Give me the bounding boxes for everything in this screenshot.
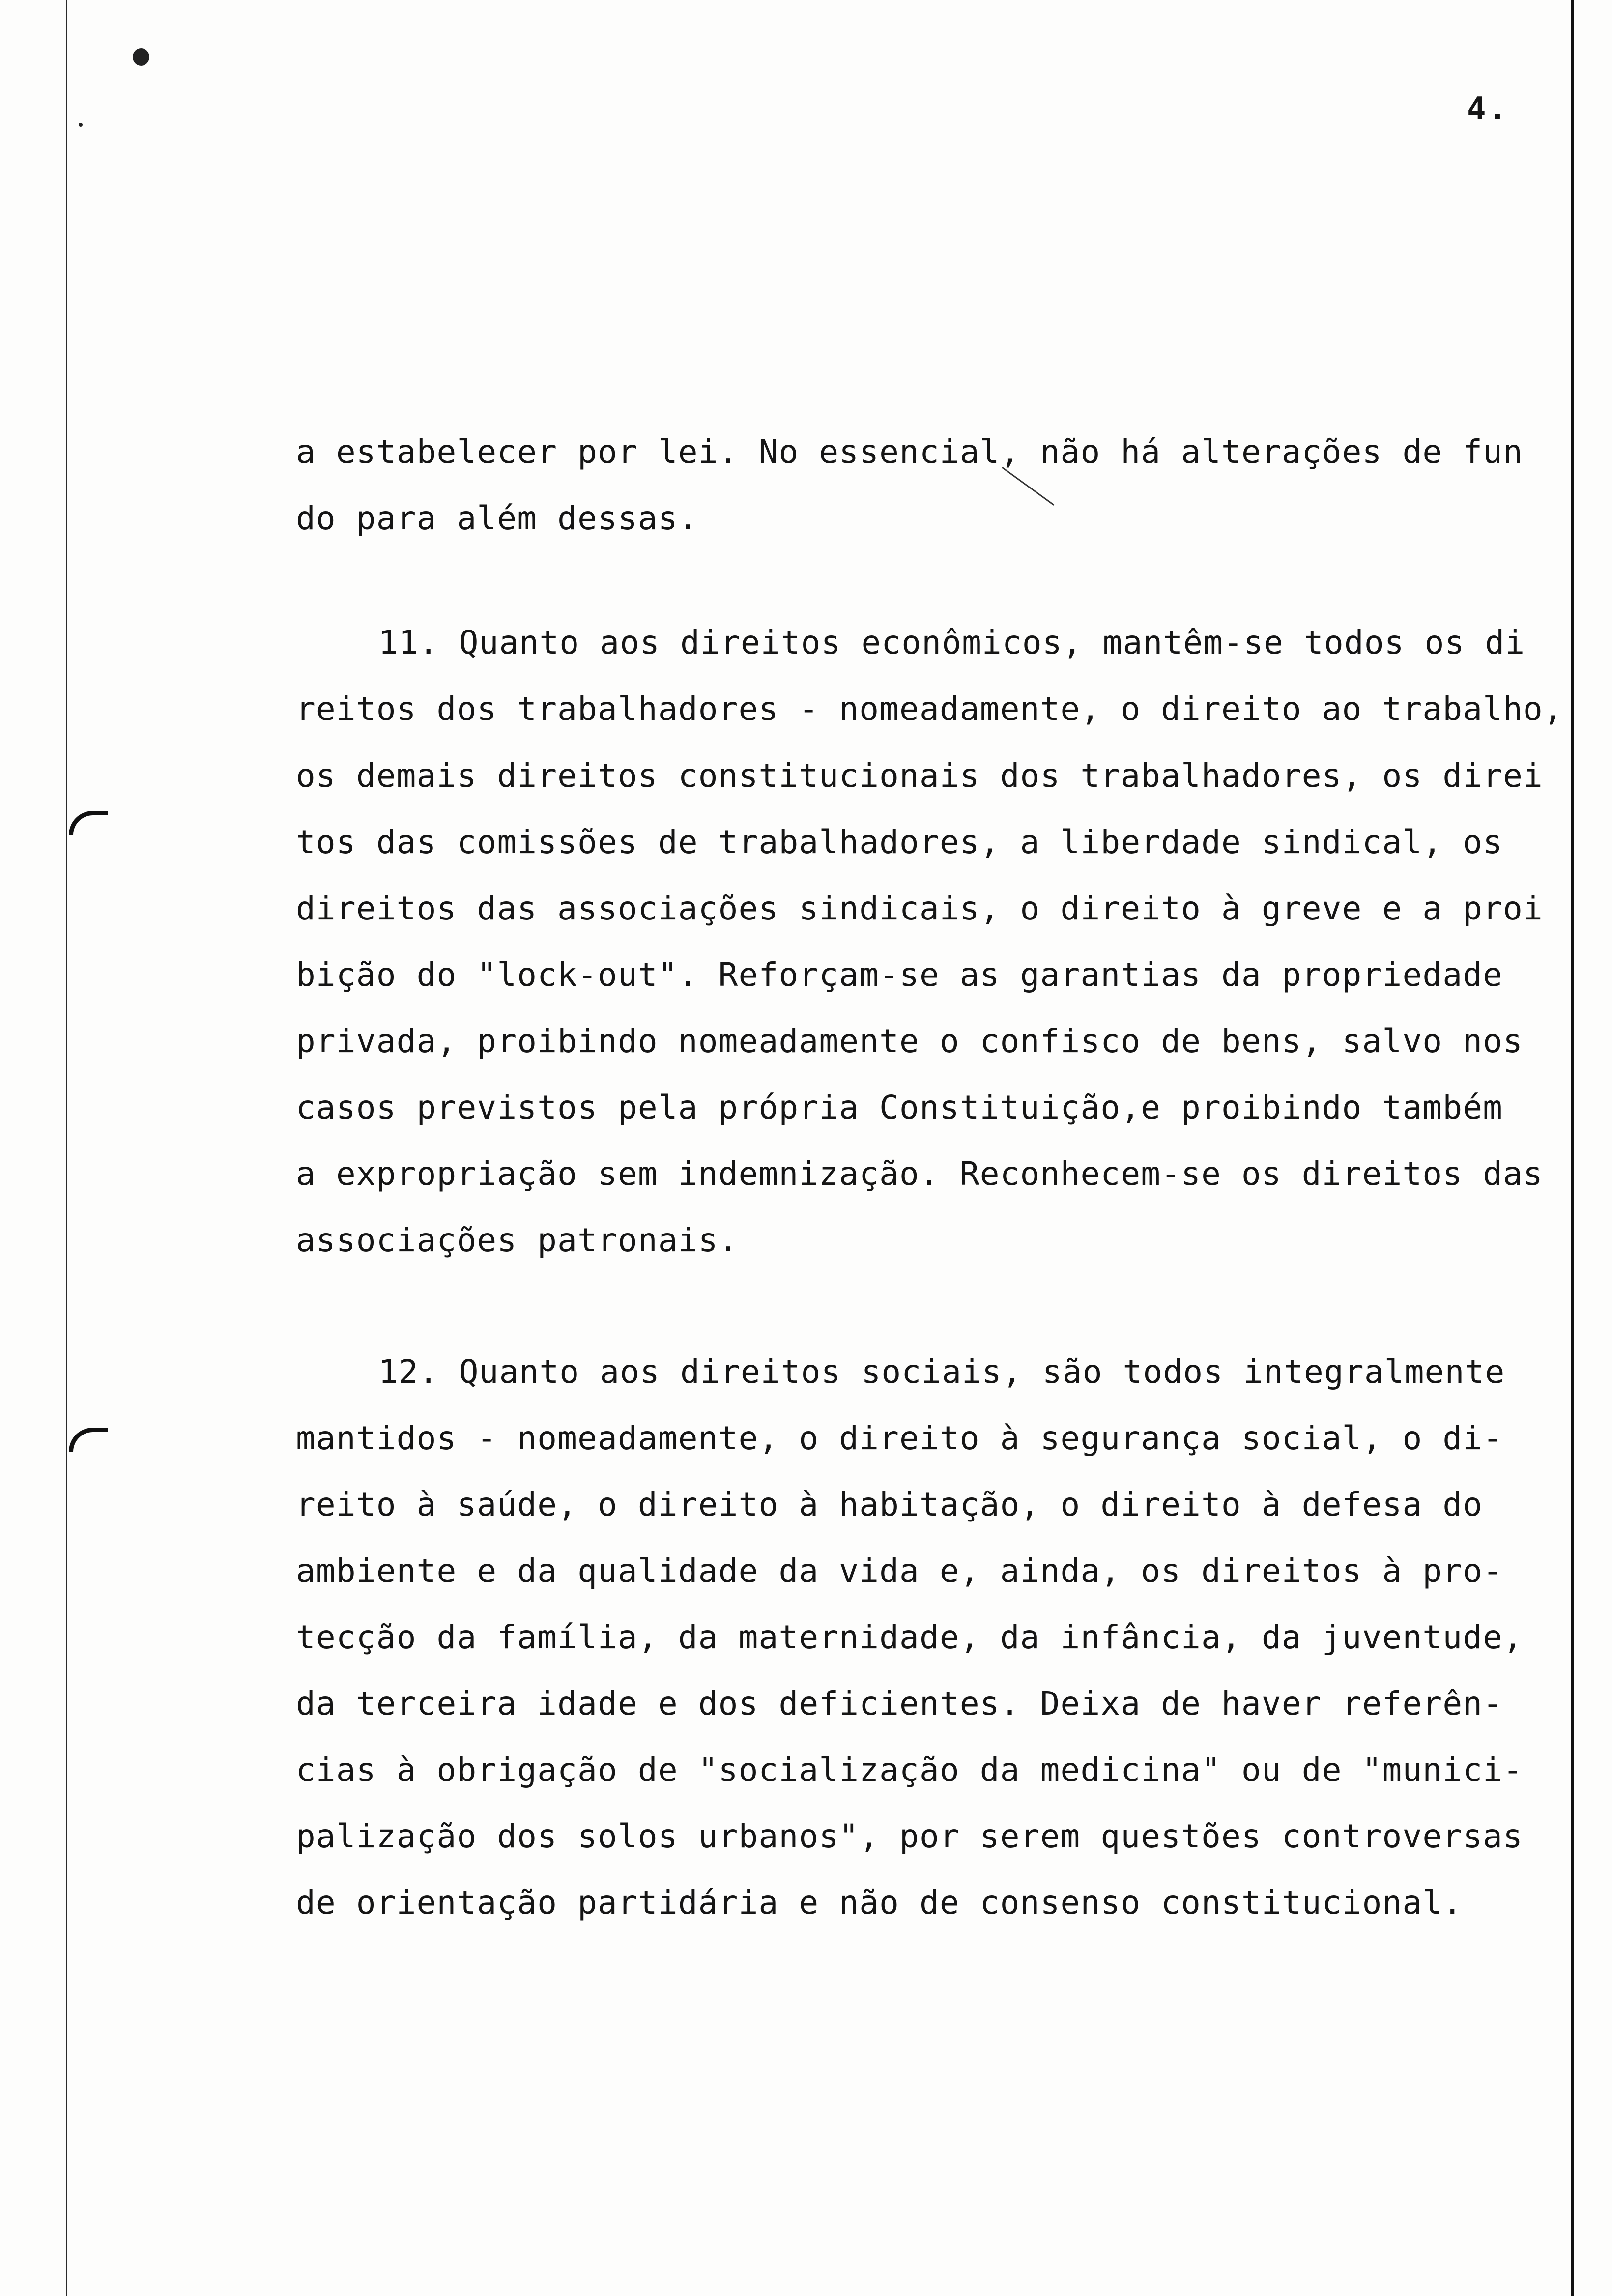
text-line: tecção da família, da maternidade, da infância, da juventude,: [296, 1618, 1524, 1656]
paragraph-11-first-line: 11. Quanto aos direitos econômicos, mantêm-se todos os di: [378, 624, 1526, 661]
ink-dot: [79, 123, 83, 127]
text-line: de orientação partidária e não de consenso constitucional.: [296, 1884, 1463, 1922]
text-line: privada, proibindo nomeadamente o confisco de bens, salvo nos: [296, 1022, 1524, 1060]
text-line: da terceira idade e dos deficientes. Deixa de haver referên-: [296, 1685, 1503, 1722]
ink-dot: [133, 48, 149, 66]
text-line: palização dos solos urbanos", por serem questões controversas: [296, 1817, 1524, 1855]
text-line: ambiente e da qualidade da vida e, ainda, os direitos à pro-: [296, 1552, 1503, 1590]
text-line: associações patronais.: [296, 1221, 739, 1259]
punch-hole-mark: [69, 1428, 108, 1452]
page-left-edge: [66, 0, 67, 2296]
text-line: direitos das associações sindicais, o direito à greve e a proi: [296, 890, 1543, 927]
text-line: do para além dessas.: [296, 499, 698, 537]
page-number: 4.: [1467, 91, 1509, 127]
page-right-edge: [1571, 0, 1574, 2296]
text-line: tos das comissões de trabalhadores, a liberdade sindical, os: [296, 823, 1503, 861]
text-line: mantidos - nomeadamente, o direito à segurança social, o di-: [296, 1419, 1503, 1457]
text-line: bição do "lock-out". Reforçam-se as garantias da propriedade: [296, 956, 1503, 994]
text-line: reitos dos trabalhadores - nomeadamente, o direito ao trabalho,: [296, 690, 1563, 728]
text-line: cias à obrigação de "socialização da medicina" ou de "munici-: [296, 1751, 1524, 1789]
text-line: a expropriação sem indemnização. Reconhecem-se os direitos das: [296, 1155, 1543, 1193]
punch-hole-mark: [69, 811, 108, 835]
text-line: casos previstos pela própria Constituição,e proibindo também: [296, 1089, 1503, 1126]
text-line: os demais direitos constitucionais dos trabalhadores, os direi: [296, 757, 1543, 795]
text-line: a estabelecer por lei. No essencial, não há alterações de fun: [296, 433, 1524, 471]
text-line: reito à saúde, o direito à habitação, o direito à defesa do: [296, 1486, 1483, 1523]
paragraph-12-first-line: 12. Quanto aos direitos sociais, são todos integralmente: [378, 1353, 1505, 1391]
pen-stroke: [1002, 467, 1054, 506]
